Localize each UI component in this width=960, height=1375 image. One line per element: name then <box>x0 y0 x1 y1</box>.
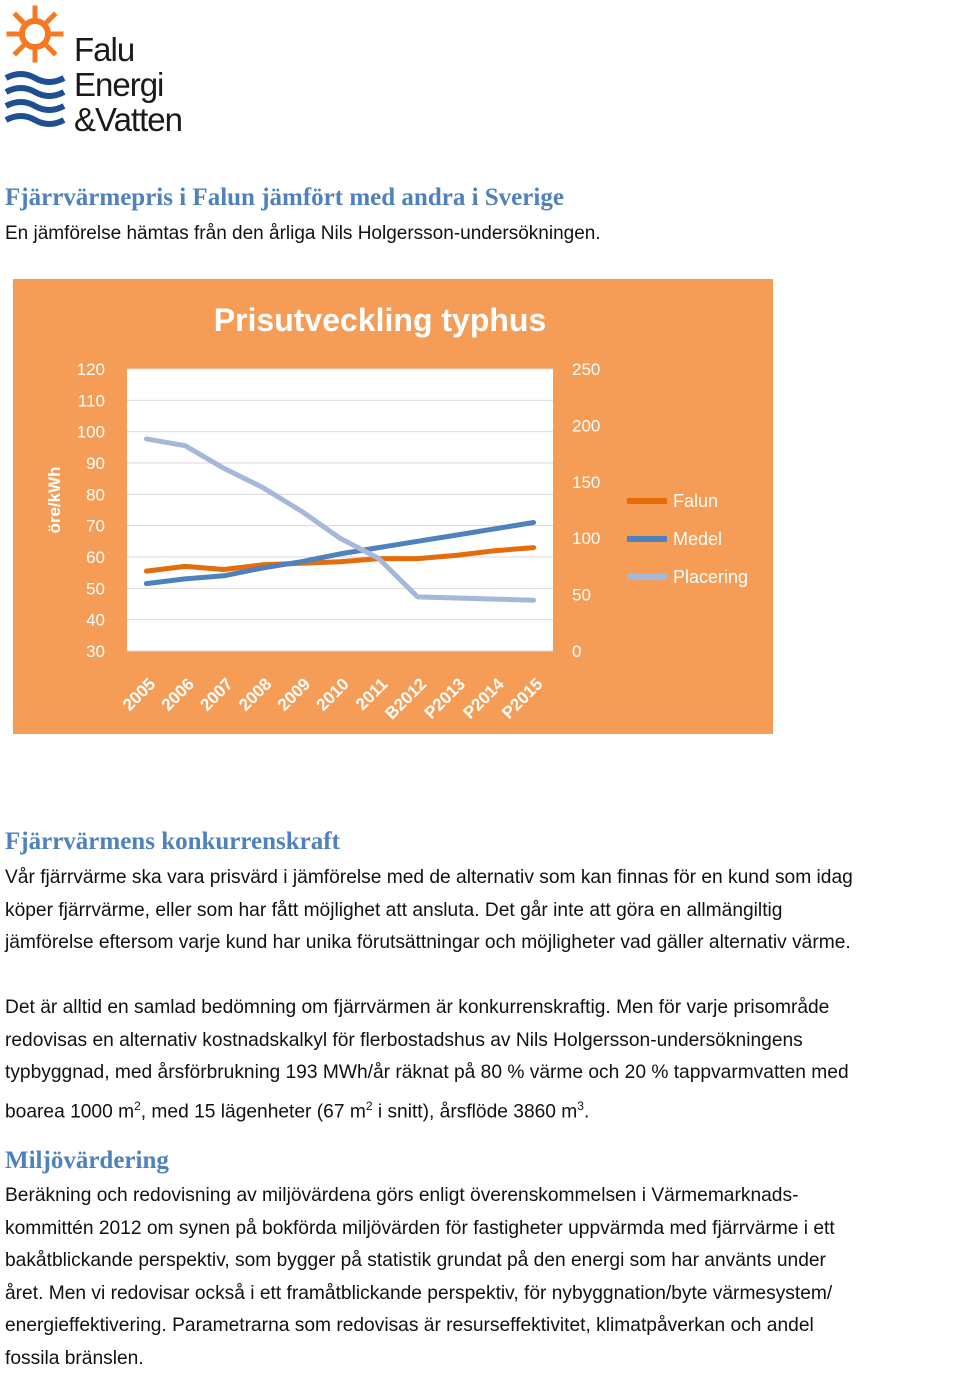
y-axis-label: öre/kWh <box>45 466 64 534</box>
y-tick-label: 70 <box>86 516 105 536</box>
text-line: Det är alltid en samlad bedömning om fjärrvärmen är konkurrenskraftig. Men för varje prisområde <box>5 997 830 1018</box>
text-line: Beräkning och redovisning av miljövärdena görs enligt överenskommelsen i Värmemarknads- <box>5 1185 799 1206</box>
y-tick-label: 120 <box>76 360 105 379</box>
text-line: , med 15 lägenheter (67 m <box>140 1100 366 1122</box>
x-tick-label: P2015 <box>498 674 547 723</box>
x-tick-label: P2014 <box>459 674 508 723</box>
paragraph-competitiveness-1 <box>5 862 956 960</box>
y-tick-label: 80 <box>86 485 105 505</box>
x-tick-label: B2012 <box>381 674 431 724</box>
price-chart <box>13 279 773 734</box>
text-line: köper fjärrvärme, eller som har fått möjlighet att ansluta. Det går inte att göra en allmängiltig <box>5 899 783 921</box>
x-tick-label: 2010 <box>312 674 353 715</box>
plot-area <box>127 369 553 651</box>
logo-line-1: Falu <box>74 31 135 68</box>
logo-line-2: Energi <box>74 66 164 103</box>
y-tick-label: 110 <box>77 391 105 411</box>
section-heading-price: Fjärrvärmepris i Falun jämfört med andra i Sverige <box>5 184 564 211</box>
legend-label: Medel <box>673 529 723 549</box>
text-line: bakåtblickande perspektiv, som bygger på statistik grundat på den energi som har använts under <box>5 1250 826 1271</box>
y2-tick-label: 250 <box>572 360 601 379</box>
company-logo <box>4 4 204 138</box>
text-line: energieffektivering. Parametrarna som redovisas är resurseffektivitet, klimatpåverkan och andel <box>5 1315 814 1336</box>
text-line: i snitt), årsflöde 3860 m <box>372 1100 578 1122</box>
section-heading-competitiveness: Fjärrvärmens konkurrenskraft <box>5 828 340 855</box>
section-intro: En jämförelse hämtas från den årliga Nils Holgersson-undersökningen. <box>5 223 601 244</box>
legend-label: Placering <box>673 567 749 587</box>
logo-symbol <box>4 4 66 128</box>
text-line: året. Men vi redovisar också i ett framåtblickande perspektiv, för nybyggnation/byte värmesystem/ <box>5 1282 833 1304</box>
y2-tick-label: 200 <box>572 416 601 436</box>
text-line: fossila bränslen. <box>5 1347 144 1369</box>
x-tick-label: P2013 <box>420 674 470 723</box>
paragraph-competitiveness-2 <box>5 992 956 1128</box>
superscript: 2 <box>134 1098 141 1113</box>
x-tick-label: 2006 <box>157 674 198 715</box>
y-tick-label: 40 <box>86 610 105 630</box>
text-line: kommittén 2012 om synen på bokförda miljövärden för fastigheter uppvärmda med fjärrvärme i ett <box>5 1217 835 1239</box>
x-tick-label: 2008 <box>235 674 276 715</box>
superscript: 3 <box>577 1098 584 1113</box>
y2-tick-label: 100 <box>572 529 601 549</box>
text-line: boarea 1000 m <box>5 1100 135 1122</box>
y-tick-label: 50 <box>86 579 105 599</box>
text-line: redovisas en alternativ kostnadskalkyl för flerbostadshus av Nils Holgersson-undersökningens <box>5 1029 803 1051</box>
y-tick-label: 60 <box>86 548 105 567</box>
y-tick-label: 30 <box>86 642 105 661</box>
y-tick-label: 100 <box>76 422 105 442</box>
text-line: jämförelse eftersom varje kund har unika förutsättningar och möjligheter vad gäller alternativ värme. <box>5 932 851 953</box>
x-tick-label: 2011 <box>352 674 392 714</box>
price-chart-svg <box>13 279 773 734</box>
x-tick-label: 2009 <box>273 674 315 715</box>
paragraph-environment <box>5 1180 956 1375</box>
chart-title: Prisutveckling typhus <box>213 302 547 338</box>
text-line: typbyggnad, med årsförbrukning 193 MWh/år räknat på 80 % värme och 20 % tappvarmvatten med <box>5 1062 849 1083</box>
sun-icon <box>9 8 61 60</box>
legend-label: Falun <box>673 491 719 511</box>
text-line: . <box>583 1100 590 1122</box>
section-heading-environment: Miljövärdering <box>5 1147 169 1174</box>
x-tick-label: 2007 <box>196 674 237 715</box>
logo-line-3: &Vatten <box>74 101 182 138</box>
y-tick-label: 90 <box>86 454 105 473</box>
superscript: 2 <box>365 1098 373 1113</box>
x-tick-label: 2005 <box>119 674 160 715</box>
text-line: Vår fjärrvärme ska vara prisvärd i jämförelse med de alternativ som kan finnas för en kund som idag <box>5 867 853 888</box>
y2-tick-label: 150 <box>572 472 601 492</box>
y2-tick-label: 0 <box>572 642 582 661</box>
wave-icon <box>6 74 64 124</box>
logo-wordmark <box>74 32 182 137</box>
y2-tick-label: 50 <box>572 585 591 605</box>
